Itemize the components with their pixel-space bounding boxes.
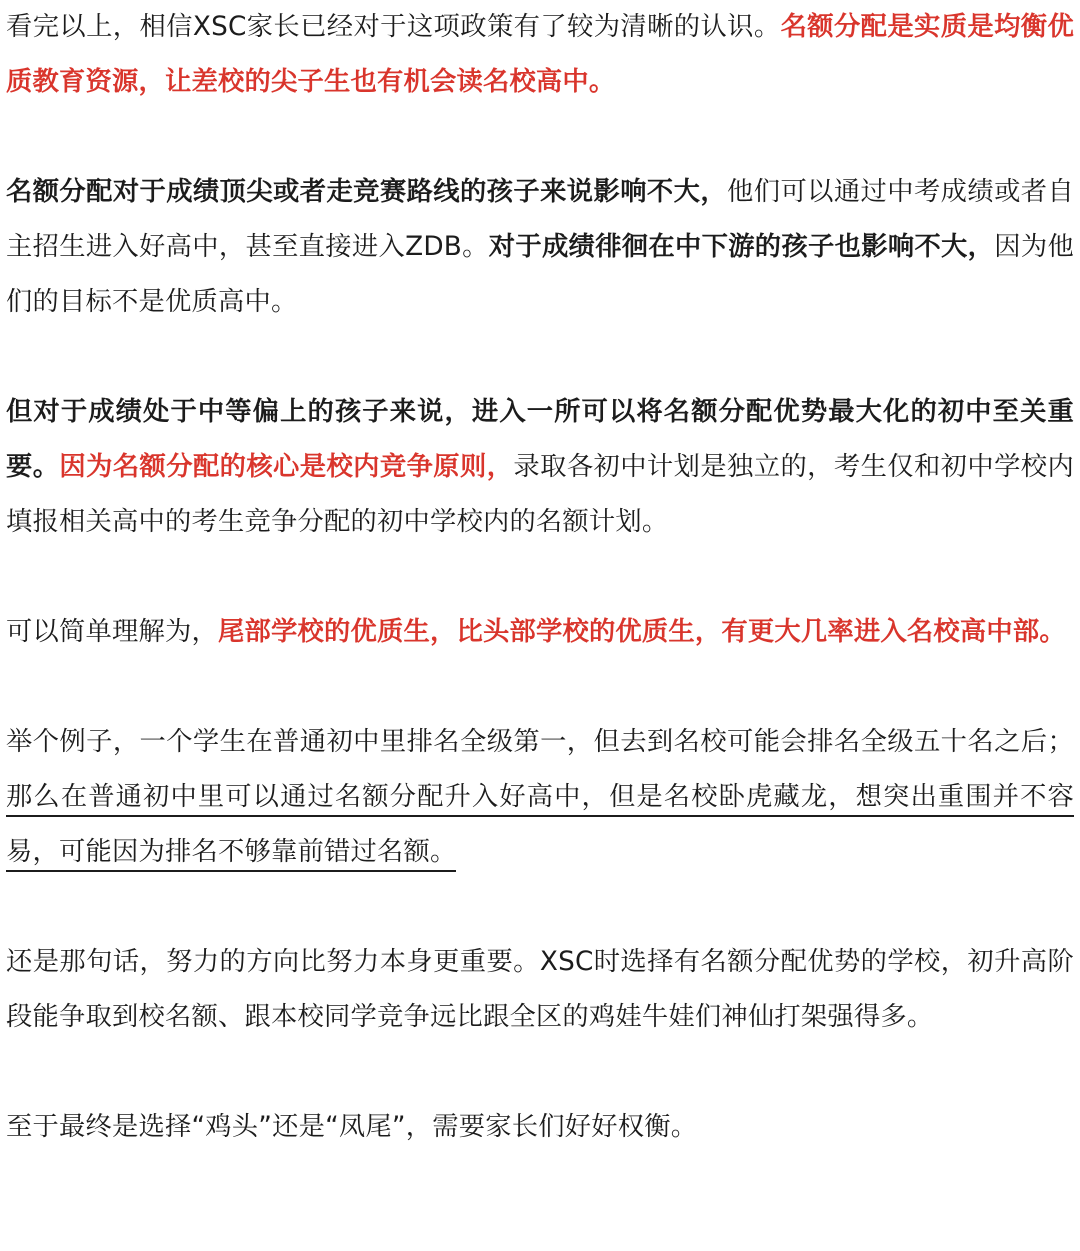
text-segment: 可以简单理解为， [6,617,218,647]
paragraph-5 [6,715,1074,880]
text-segment: 还是那句话，努力的方向比努力本身更重要。XSC时选择有名额分配优势的学校，初升高阶段能争取到校名额、跟本校同学竞争远比跟全区的鸡娃牛娃们神仙打架强得多。 [6,947,1074,1032]
paragraph-spacer [6,330,1074,385]
paragraph-1 [6,0,1074,110]
text-segment: 举个例子，一个学生在普通初中里排名全级第一，但去到名校可能会排名全级五十名之后； [6,727,1074,757]
red-highlight-text: 尾部学校的优质生，比头部学校的优质生，有更大几率进入名校高中部。 [217,617,1066,647]
bold-text: 但对于成绩处于中等偏上的孩子来说，进入一所可以将名额分配优势最大化的初中至关重要。 [6,397,1074,482]
text-segment: 录取各初中计划是独立的，考生仅和初中学校内填报相关高中的考生竞争分配的初中学校内的名额计划。 [6,452,1074,537]
paragraph-spacer [6,660,1074,715]
text-segment: 看完以上，相信XSC家长已经对于这项政策有了较为清晰的认识。 [6,12,781,42]
article-body [6,0,1074,1155]
bold-text: 名额分配对于成绩顶尖或者走竞赛路线的孩子来说影响不大， [6,177,728,207]
text-segment: 至于最终是选择“鸡头”还是“凤尾”，需要家长们好好权衡。 [6,1112,698,1142]
paragraph-2 [6,165,1074,330]
paragraph-spacer [6,550,1074,605]
red-highlight-text: 名额分配是实质是均衡优质教育资源，让差校的尖子生也有机会读名校高中。 [6,12,1075,97]
paragraph-spacer [6,880,1074,935]
paragraph-3 [6,385,1074,550]
paragraph-spacer [6,1045,1074,1100]
bold-text: 对于成绩徘徊在中下游的孩子也影响不大， [488,232,995,262]
paragraph-7 [6,1100,1074,1155]
text-segment: 因为他们的目标不是优质高中。 [6,232,1074,317]
paragraph-6 [6,935,1074,1045]
red-highlight-text: 因为名额分配的核心是校内竞争原则， [59,452,514,482]
paragraph-spacer [6,110,1074,165]
paragraph-4 [6,605,1074,660]
text-segment: 他们可以通过中考成绩或者自主招生进入好高中，甚至直接进入ZDB。 [6,177,1074,262]
underlined-text: 那么在普通初中里可以通过名额分配升入好高中，但是名校卧虎藏龙，想突出重围并不容易，可能因为排名不够靠前错过名额。 [6,782,1074,872]
